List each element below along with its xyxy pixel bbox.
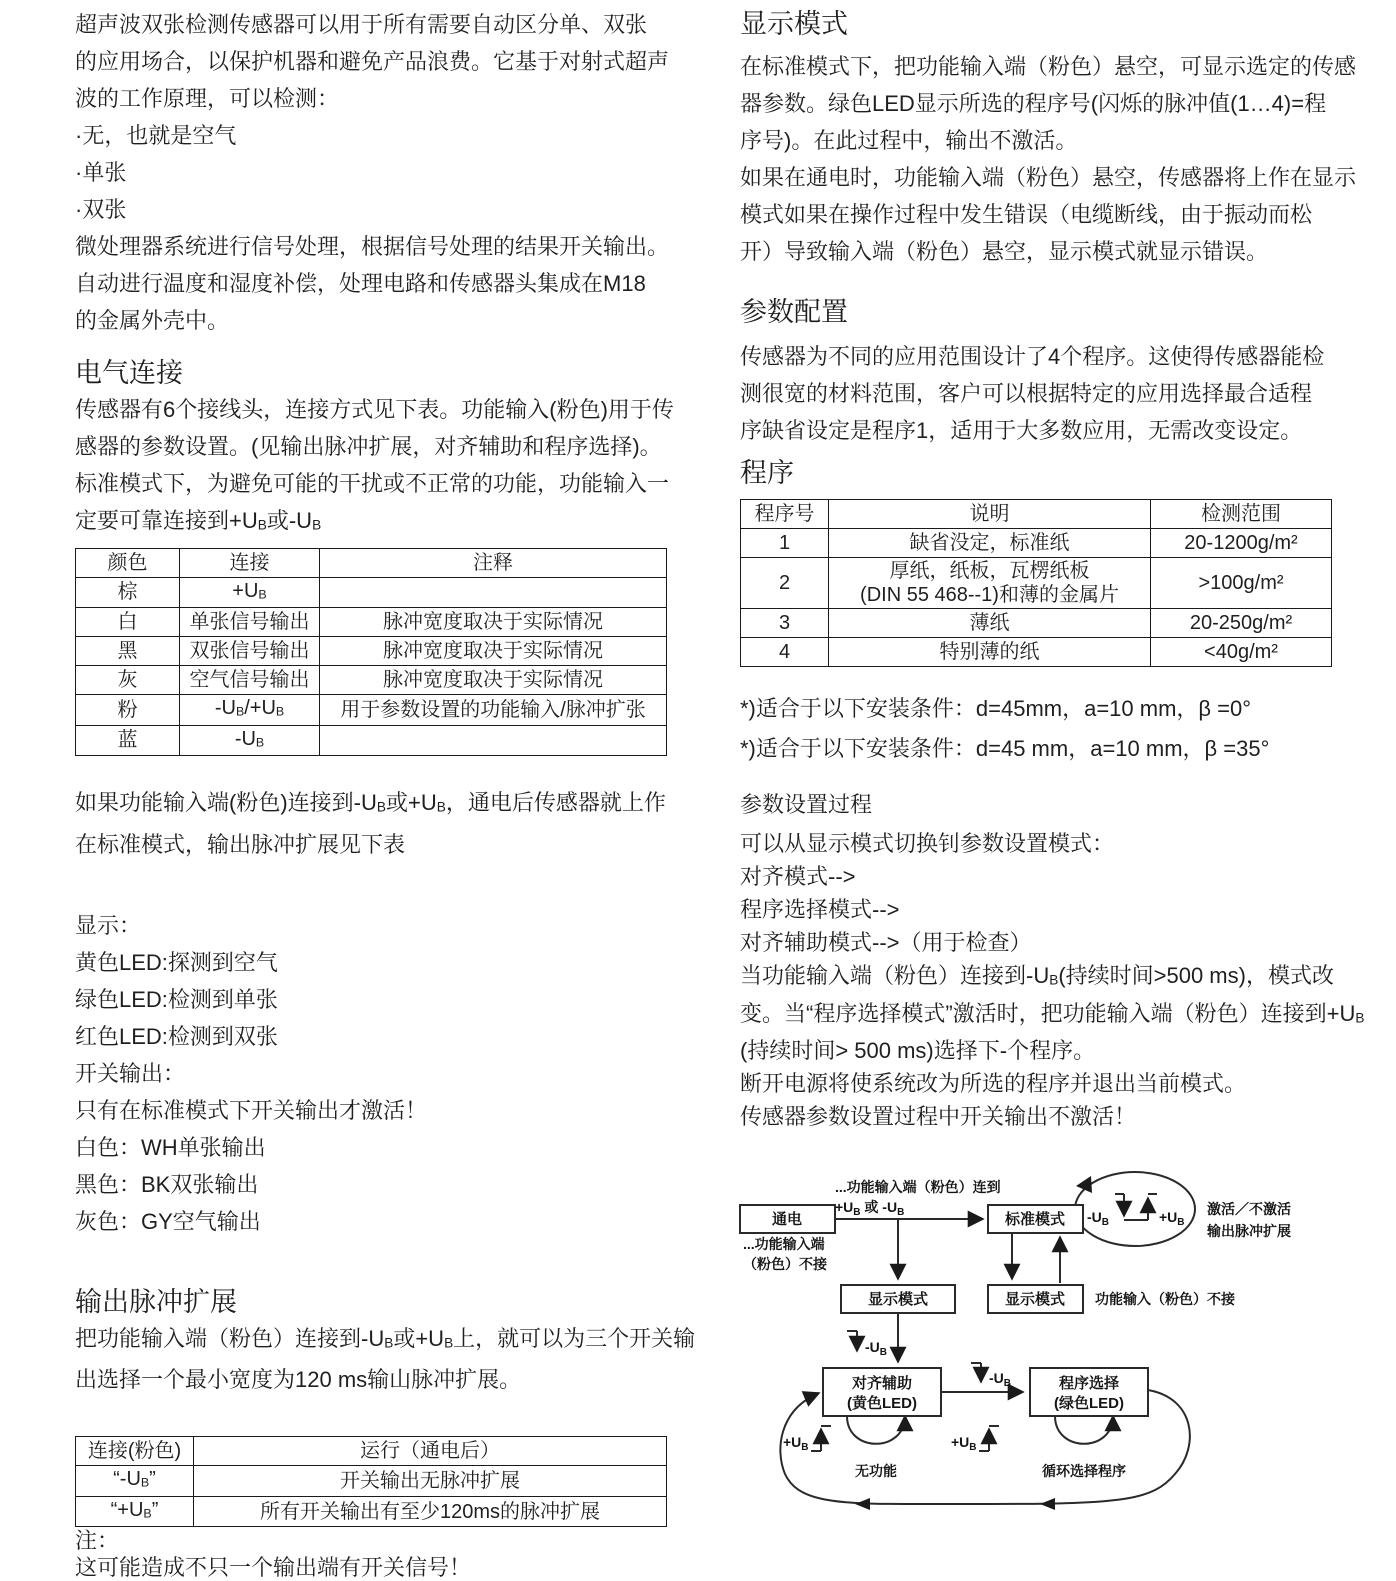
table-cell: 薄纸 (829, 609, 1151, 638)
section-heading-parameters: 参数配置 (740, 297, 848, 327)
column-header: 注释 (320, 548, 667, 577)
standard-mode-paragraph (75, 784, 675, 863)
text-line: 黑色：BK双张输出 (75, 1171, 259, 1197)
note-block (75, 1527, 675, 1581)
table-row (741, 529, 1332, 558)
text-line: 序缺省设定是程序1，适用于大多数应用，无需改变设定。 (740, 418, 1303, 443)
program-select-label: 程序选择 (1058, 1375, 1120, 1392)
cycle-programs-label: 循环选择程序 (1042, 1463, 1126, 1479)
power-on-label: 通电 (771, 1211, 803, 1228)
minus-ub-label: $-U_B$ (865, 1339, 888, 1358)
table-cell: 20-250g/m² (1151, 609, 1332, 638)
table-cell: 4 (741, 638, 829, 667)
text-line: 如果功能输入端(粉色)连接到$-U_B$或$+U_B$，通电后传感器就上作 (75, 790, 666, 816)
table-row (741, 558, 1332, 609)
text-line: 测很宽的材料范围，客户可以根据特定的应用选择最合适程 (740, 381, 1313, 406)
text-line: 的应用场合，以保护机器和避免产品浪费。它基于对射式超声 (75, 49, 670, 74)
table-cell: 2 (741, 558, 829, 609)
text-line: *)适合于以下安装条件：d=45mm，a=10 mm，β =0° (740, 696, 1252, 721)
right-annotation: 功能输入（粉色）不接 (1095, 1291, 1235, 1307)
text-line: 黄色LED:探测到空气 (75, 949, 278, 975)
text-line: 器参数。绿色LED显示所选的程序号(闪烁的脉冲值(1…4)=程 (740, 91, 1327, 116)
bullet-line: ·单张 (75, 160, 127, 185)
table-cell: 开关输出无脉冲扩展 (194, 1466, 667, 1496)
table-row (741, 638, 1332, 667)
intro-paragraph (75, 6, 675, 339)
table-cell: “$-U_B$” (76, 1466, 194, 1496)
table-cell (320, 725, 667, 755)
parameters-paragraph (740, 338, 1396, 449)
table-cell: 灰 (76, 666, 180, 695)
text-line: 可以从显示模式切换钊参数设置模式： (740, 831, 1115, 856)
table-cell: $-U_B/+U_B$ (180, 695, 320, 725)
left-column (75, 6, 696, 1581)
table-cell: 脉冲宽度取决于实际情况 (320, 637, 667, 666)
text-line: 自动进行温度和湿度补偿，处理电路和传感器头集成在M18 (75, 271, 646, 296)
text-line: 定要可靠连接到$+U_B$或$-U_B$ (75, 508, 322, 533)
text-line: 显示： (75, 912, 142, 938)
table-header-row (76, 548, 667, 577)
mounting-footnotes (740, 689, 1396, 769)
column-header: 说明 (829, 500, 1151, 529)
text-line: *)适合于以下安装条件：d=45 mm，a=10 mm，β =35° (740, 736, 1270, 761)
left-annotation: ...功能输入端 (743, 1236, 825, 1252)
pulse-table (75, 1436, 667, 1527)
text-line: 把功能输入端（粉色）连接到$-U_B$或$+U_B$上，就可以为三个开关输 (75, 1325, 696, 1351)
text-line: 白色：WH单张输出 (75, 1134, 266, 1160)
bullet-line: ·无，也就是空气 (75, 123, 237, 148)
text-line: 在标准模式，输出脉冲扩展见下表 (75, 831, 406, 857)
minus-ub-label: $-U_B$ (989, 1370, 1012, 1389)
align-self-loop-arrow (847, 1416, 905, 1444)
table-row (76, 666, 667, 695)
text-line: 序号)。在此过程中，输出不激活。 (740, 128, 1078, 153)
display-mode-label: 显示模式 (867, 1291, 929, 1308)
table-cell: $+U_B$ (180, 577, 320, 607)
section-heading-display-mode: 显示模式 (740, 9, 848, 39)
text-line: 程序选择模式--> (740, 897, 900, 922)
text-line: 断开电源将使系统改为所选的程序并退出当前模式。 (740, 1071, 1247, 1097)
text-line: 的金属外壳中。 (75, 308, 230, 333)
section-heading-electrical: 电气连接 (75, 358, 183, 388)
display-mode-paragraph (740, 48, 1396, 270)
led-display-list (75, 907, 675, 1240)
text-line: 传感器有6个接线头，连接方式见下表。功能输入(粉色)用于传 (75, 397, 674, 422)
text-line: 绿色LED:检测到单张 (75, 986, 278, 1012)
table-cell: 白 (76, 608, 180, 637)
alignment-aid-label: 对齐辅助 (851, 1375, 913, 1392)
column-header: 颜色 (76, 548, 180, 577)
top-annotation: ...功能输入端（粉色）连到 (835, 1179, 1001, 1195)
plus-ub-label: $+U_B$ (783, 1434, 809, 1453)
parameter-process-block (740, 787, 1396, 1133)
loop-arrowhead-icon (1040, 1498, 1055, 1510)
text-line: 感器的参数设置。(见输出脉冲扩展，对齐辅助和程序选择)。 (75, 434, 662, 459)
pulse-paragraph (75, 1320, 696, 1399)
table-cell: 所有开关输出有至少120ms的脉冲扩展 (194, 1496, 667, 1526)
program-self-loop-arrow (1055, 1416, 1113, 1444)
text-line: 标准模式下，为避免可能的干扰或不正常的功能，功能输入一 (75, 471, 670, 496)
program-select-led-label: (绿色LED) (1054, 1395, 1124, 1412)
table-cell: 特别薄的纸 (829, 638, 1151, 667)
plus-ub-label: $+U_B$ (951, 1434, 977, 1453)
table-cell: 20-1200g/m² (1151, 529, 1332, 558)
table-cell: 用于参数设置的功能输入/脉冲扩张 (320, 695, 667, 725)
column-header: 程序号 (741, 500, 829, 529)
bullet-line: ·双张 (75, 197, 127, 222)
table-cell (320, 577, 667, 607)
alignment-aid-led-label: (黄色LED) (847, 1395, 917, 1412)
table-cell: 厚纸，纸板，瓦楞纸板 (DIN 55 468--1)和薄的金属片 (829, 558, 1151, 609)
text-line: 超声波双张检测传感器可以用于所有需要自动区分单、双张 (75, 12, 648, 37)
table-row (76, 1496, 667, 1526)
program-table (740, 499, 1332, 667)
table-cell: 双张信号输出 (180, 637, 320, 666)
section-heading-programs: 程序 (740, 458, 794, 488)
table-row (76, 695, 667, 725)
section-heading-pulse: 输出脉冲扩展 (75, 1286, 237, 1317)
loop-arrowhead-icon (855, 1498, 870, 1510)
table-cell: 缺省没定，标准纸 (829, 529, 1151, 558)
text-line: 微处理器系统进行信号处理，根据信号处理的结果开关输出。 (75, 234, 670, 259)
electrical-paragraph (75, 391, 675, 544)
mode-flow-diagram (735, 1150, 1396, 1547)
display-mode-label: 显示模式 (1004, 1291, 1066, 1308)
top-annotation-ub: $+U_B$ 或 $-U_B$ (835, 1199, 905, 1218)
minus-ub-label: $-U_B$ (1087, 1209, 1110, 1228)
table-row (76, 1466, 667, 1496)
table-cell: “$+U_B$” (76, 1496, 194, 1526)
text-line: 只有在标准模式下开关输出才激活！ (75, 1097, 428, 1123)
table-cell: 3 (741, 609, 829, 638)
table-cell: <40g/m² (1151, 638, 1332, 667)
text-line: 模式如果在操作过程中发生错误（电缆断线，由于振动而松 (740, 202, 1313, 227)
table-cell: >100g/m² (1151, 558, 1332, 609)
no-function-label: 无功能 (855, 1463, 897, 1479)
process-subheading: 参数设置过程 (740, 792, 873, 817)
column-header: 连接 (180, 548, 320, 577)
right-column (740, 6, 1396, 1133)
table-cell: 空气信号输出 (180, 666, 320, 695)
table-row (76, 577, 667, 607)
left-annotation: （粉色）不接 (743, 1256, 827, 1272)
standard-mode-label: 标准模式 (1004, 1211, 1066, 1228)
table-cell: 1 (741, 529, 829, 558)
table-cell: 蓝 (76, 725, 180, 755)
table-cell: 黑 (76, 637, 180, 666)
text-line: 在标准模式下，把功能输入端（粉色）悬空，可显示选定的传感 (740, 54, 1357, 79)
table-cell: 粉 (76, 695, 180, 725)
table-header-row (76, 1437, 667, 1466)
text-line: 当功能输入端（粉色）连接到$-U_B$(持续时间>500 ms)，模式改 (740, 963, 1334, 988)
table-cell: 脉冲宽度取决于实际情况 (320, 666, 667, 695)
text-line: 如果在通电时，功能输入端（粉色）悬空，传感器将上作在显示 (740, 165, 1357, 190)
column-header: 连接(粉色) (76, 1437, 194, 1466)
table-cell: 棕 (76, 577, 180, 607)
table-cell: 单张信号输出 (180, 608, 320, 637)
text-line: 注： (75, 1528, 120, 1554)
text-line: 传感器参数设置过程中开关输出不激活！ (740, 1104, 1137, 1130)
text-line: 出选择一个最小宽度为120 ms输山脉冲扩展。 (75, 1367, 522, 1393)
table-row (76, 637, 667, 666)
text-line: 变。当“程序选择模式”激活时，把功能输入端（粉色）连接到$+U_B$ (740, 1000, 1365, 1026)
column-header: 检测范围 (1151, 500, 1332, 529)
table-row (741, 609, 1332, 638)
text-line: 灰色：GY空气输出 (75, 1208, 261, 1234)
table-row (76, 608, 667, 637)
text-line: 传感器为不同的应用范围设计了4个程序。这使得传感器能检 (740, 344, 1325, 369)
text-line: 开关输出： (75, 1060, 186, 1086)
text-line: 对齐辅助模式-->（用于检查） (740, 930, 1032, 955)
column-header: 运行（通电后） (194, 1437, 667, 1466)
text-line: 这可能造成不只一个输出端有开关信号！ (75, 1555, 472, 1581)
wiring-table (75, 548, 667, 756)
text-line: 红色LED:检测到双张 (75, 1023, 278, 1049)
text-line: (持续时间> 500 ms)选择下-个程序。 (740, 1038, 1096, 1064)
plus-ub-label: $+U_B$ (1159, 1209, 1185, 1228)
text-line: 对齐模式--> (740, 864, 856, 889)
table-header-row (741, 500, 1332, 529)
activate-annotation: 激活／不激活 (1207, 1201, 1291, 1217)
text-line: 开）导致输入端（粉色）悬空，显示模式就显示错误。 (740, 239, 1269, 264)
table-cell: 脉冲宽度取决于实际情况 (320, 608, 667, 637)
table-row (76, 725, 667, 755)
table-cell: $-U_B$ (180, 725, 320, 755)
activate-annotation: 输出脉冲扩展 (1207, 1223, 1291, 1239)
text-line: 波的工作原理，可以检测： (75, 86, 340, 111)
